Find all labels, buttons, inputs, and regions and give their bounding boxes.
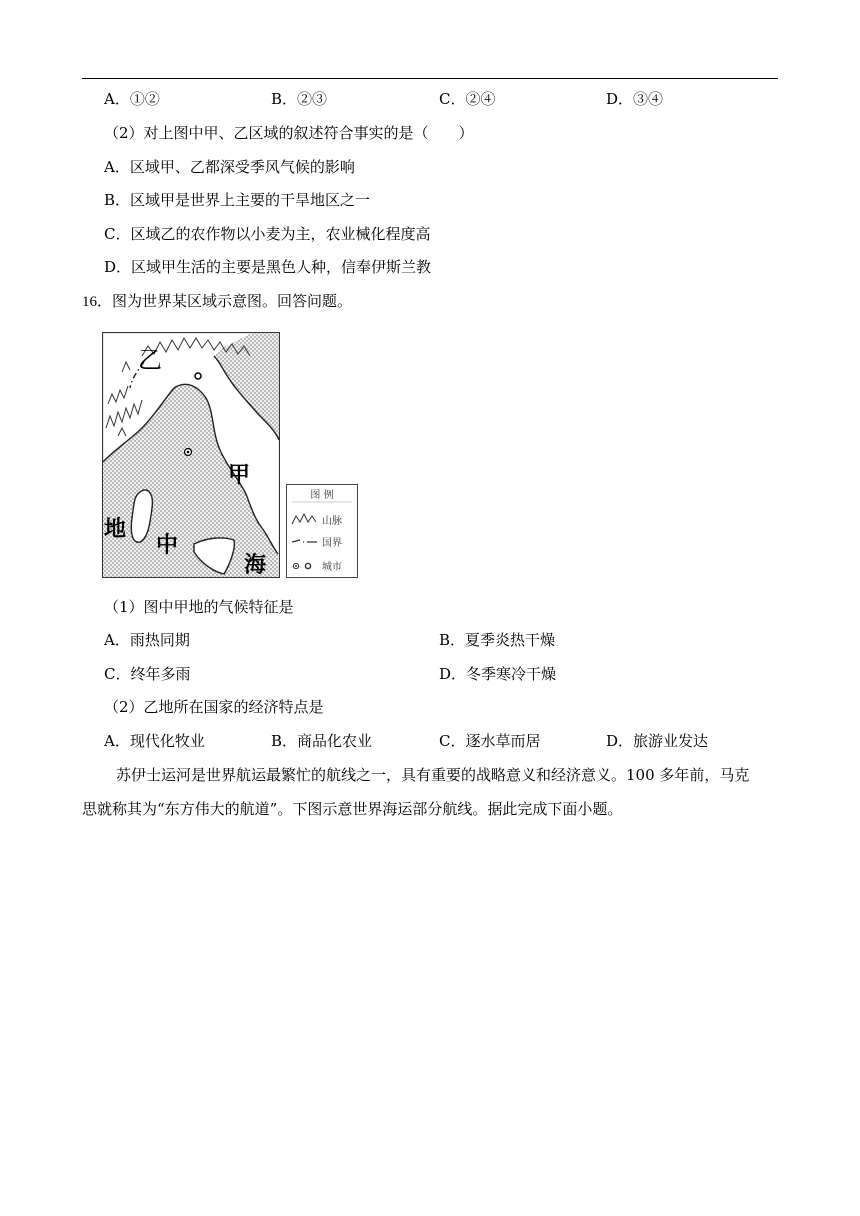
option-label: B． [104, 191, 131, 209]
option-a [104, 157, 355, 177]
map-label-jia: 甲 [228, 463, 251, 488]
option-text: 区域甲是世界上主要的干旱地区之一 [130, 191, 371, 209]
option-label: B． [439, 631, 466, 649]
legend-border-label: 国界 [322, 538, 342, 549]
capital-dot [187, 451, 190, 454]
option-b [439, 630, 555, 650]
option-c [439, 89, 496, 109]
option-text: 区域甲、乙都深受季风气候的影响 [129, 158, 355, 176]
option-text: 冬季寒冷干燥 [466, 665, 557, 683]
map-label-hai: 海 [244, 553, 267, 578]
option-b [271, 89, 327, 109]
option-label: C． [104, 225, 131, 243]
city-marker [195, 373, 201, 379]
option-text: 夏季炎热干燥 [465, 631, 556, 649]
subquestion-1-stem: （1）图中甲地的气候特征是 [104, 598, 294, 616]
option-label: A． [104, 158, 130, 176]
option-text: 现代化牧业 [129, 732, 205, 750]
option-text: 旅游业发达 [633, 732, 709, 750]
question-16-stem [82, 291, 352, 312]
map-label-zhong: 中 [156, 533, 179, 558]
option-d [606, 731, 708, 751]
passage-line-1: 苏伊士运河是世界航运最繁忙的航线之一，具有重要的战略意义和经济意义。100 多年前，马克 [116, 766, 750, 784]
question-text: 图为世界某区域示意图。回答问题。 [112, 292, 353, 310]
map-legend [286, 484, 358, 578]
subquestion-2-stem: （2）乙地所在国家的经济特点是 [104, 698, 324, 716]
option-label: D． [606, 90, 634, 108]
option-label: C． [104, 665, 131, 683]
option-text: ③④ [633, 90, 664, 108]
option-c [104, 664, 191, 684]
option-label: A． [104, 732, 130, 750]
option-text: 商品化农业 [297, 732, 373, 750]
option-label: D． [439, 665, 467, 683]
region-map [102, 332, 280, 578]
option-label: D． [606, 732, 634, 750]
option-text: 雨热同期 [129, 631, 190, 649]
option-text: 逐水草而居 [465, 732, 541, 750]
passage-line-2: 思就称其为“东方伟大的航道”。下图示意世界海运部分航线。据此完成下面小题。 [82, 800, 623, 818]
question-number: 16． [82, 294, 113, 310]
question-stem: （2）对上图中甲、乙区域的叙述符合事实的是（ ） [104, 124, 474, 142]
option-text: ①② [129, 90, 160, 108]
map-label-yi: 乙 [138, 346, 162, 374]
option-label: C． [439, 90, 466, 108]
option-c [104, 224, 431, 244]
option-text: 区域乙的农作物以小麦为主，农业械化程度高 [130, 225, 431, 243]
option-text: ②④ [465, 90, 496, 108]
option-label: D． [104, 258, 132, 276]
option-text: 区域甲生活的主要是黑色人种，信奉伊斯兰教 [131, 258, 432, 276]
option-d [606, 89, 663, 109]
map-label-di: 地 [104, 517, 127, 542]
option-label: A． [104, 90, 130, 108]
option-label: A． [104, 631, 130, 649]
option-a [104, 89, 160, 109]
option-b [104, 190, 370, 210]
option-a [104, 731, 205, 751]
option-d [439, 664, 556, 684]
option-text: 终年多雨 [130, 665, 191, 683]
option-a [104, 630, 190, 650]
legend-mountain-label: 山脉 [322, 516, 342, 527]
option-c [439, 731, 541, 751]
option-label: B． [271, 732, 298, 750]
option-label: C． [439, 732, 466, 750]
city-icon [305, 563, 310, 568]
option-d [104, 257, 431, 277]
option-label: B． [271, 90, 298, 108]
option-b [271, 731, 372, 751]
legend-city-label: 城市 [322, 562, 342, 573]
option-text: ②③ [297, 90, 328, 108]
legend-title: 图 例 [310, 490, 334, 501]
header-rule [82, 78, 778, 79]
